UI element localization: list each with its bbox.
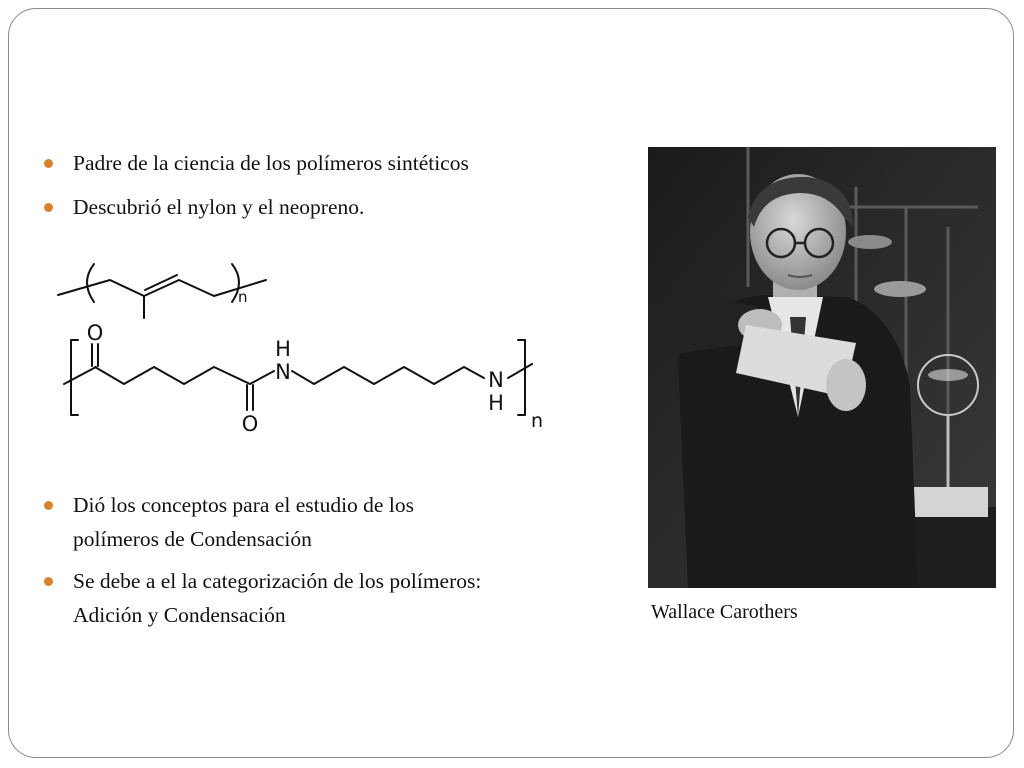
bullet-item	[44, 488, 481, 556]
bullet-item: Padre de la ciencia de los polímeros sintéticos	[44, 146, 469, 180]
bullet-line: Se debe a el la categorización de los polímeros:	[73, 569, 482, 593]
nylon-amide-h-left: H	[275, 337, 291, 361]
nylon-carbonyl-oxygen-top: O	[86, 321, 104, 345]
bullet-list-bottom	[44, 488, 481, 640]
nylon-carbonyl-oxygen-bottom: O	[241, 412, 259, 436]
neoprene-subscript-n: n	[238, 288, 248, 306]
bullet-line: polímeros de Condensación	[73, 527, 312, 551]
nylon-structure	[64, 340, 532, 415]
nylon-subscript-n: n	[531, 410, 544, 432]
portrait-photo	[648, 147, 996, 588]
bullet-item	[44, 564, 481, 632]
bullet-line: Dió los conceptos para el estudio de los	[73, 493, 414, 517]
bullet-item: Descubrió el nylon y el neopreno.	[44, 190, 469, 224]
bullet-list-top	[44, 146, 469, 234]
bullet-line: Adición y Condensación	[73, 603, 286, 627]
polymer-structures-diagram	[52, 252, 572, 442]
photo-caption: Wallace Carothers	[651, 601, 798, 623]
nylon-amide-h-right: H	[488, 391, 504, 415]
nylon-amide-n-right: N	[488, 368, 504, 392]
neoprene-structure	[58, 264, 266, 318]
nylon-amide-n-left: N	[275, 360, 291, 384]
